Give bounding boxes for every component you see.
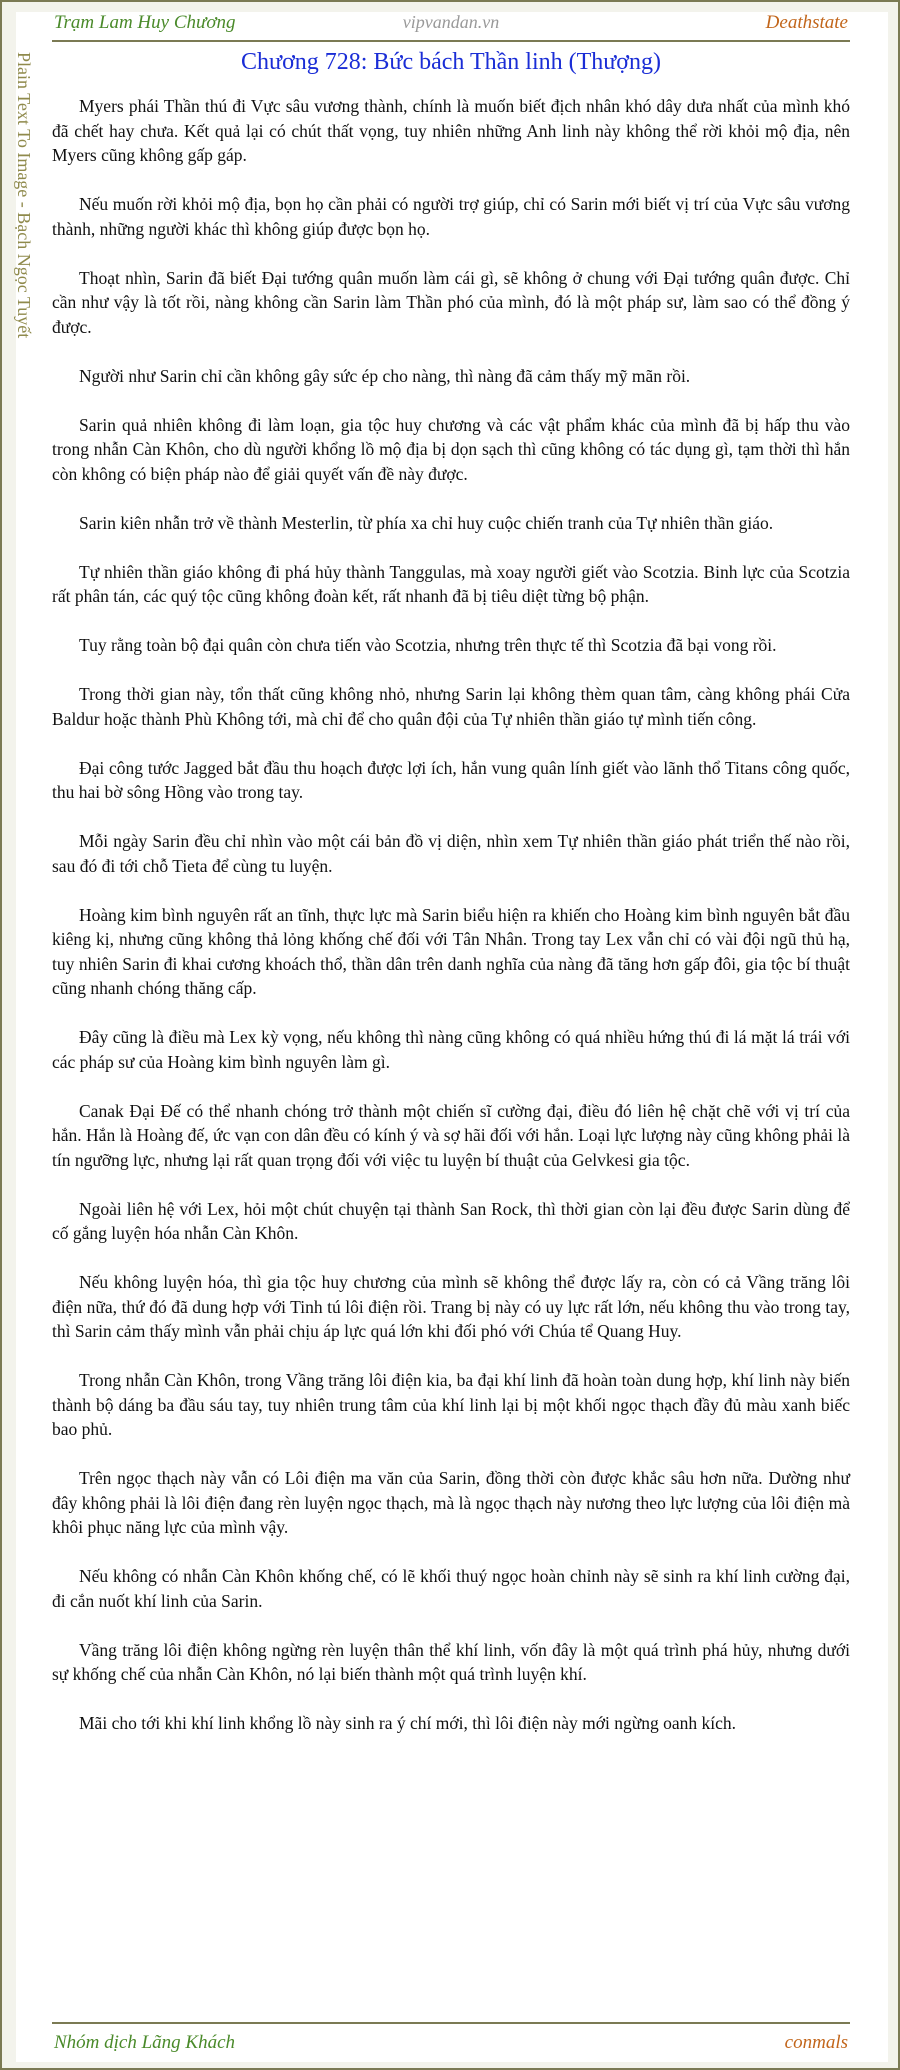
paragraph: Đây cũng là điều mà Lex kỳ vọng, nếu không thì nàng cũng không có quá nhiều hứng thú đi lá mặt lá trái với các pháp sư của Hoàng kim bình nguyên làm gì. [52, 1027, 850, 1072]
paragraph: Hoàng kim bình nguyên rất an tĩnh, thực lực mà Sarin biểu hiện ra khiến cho Hoàng kim bình nguyên bắt đầu kiêng kị, nhưng cũng không thả lỏng khống chế đối với Tân Nhân. Trong tay Lex vẫn chỉ có vài đội ngũ thủ hạ, tuy nhiên Sarin đi khai cương khoách thổ, thần dân trên danh nghĩa của nàng đã tăng hơn gấp đôi, gia tộc bí thuật cũng nhanh chóng thăng cấp. [52, 904, 850, 998]
paragraph: Mãi cho tới khi khí linh khổng lồ này sinh ra ý chí mới, thì lôi điện này mới ngừng oanh kích. [79, 1713, 736, 1733]
header-site-name: Trạm Lam Huy Chương [54, 12, 236, 33]
footer-group-name: Nhóm dịch Lãng Khách [54, 2032, 236, 2053]
paragraph: Sarin quả nhiên không đi làm loạn, gia tộc huy chương và các vật phẩm khác của mình đã bị hấp thu vào trong nhẫn Càn Khôn, cho dù người khổng lồ mộ địa bị dọn sạch thì cũng không có tác dụng gì, tạm thời thì hắn còn không có biện pháp nào để giải quyết vấn đề này được. [52, 414, 850, 484]
paragraph: Nếu muốn rời khỏi mộ địa, bọn họ cần phải có người trợ giúp, chỉ có Sarin mới biết vị trí của Vực sâu vương thành, những người khác thì không giúp được bọn họ. [52, 194, 850, 239]
chapter-content [52, 94, 850, 1760]
paragraph: Myers phái Thần thú đi Vực sâu vương thành, chính là muốn biết địch nhân khó dây dưa nhất của mình khó đã chết hay chưa. Kết quả lại có chút thất vọng, tuy nhiên những Anh linh này không thể rời khỏi mộ địa, nên Myers cũng không gấp gáp. [52, 96, 850, 165]
paragraph: Ngoài liên hệ với Lex, hỏi một chút chuyện tại thành San Rock, thì thời gian còn lại đều được Sarin dùng để cố gắng luyện hóa nhẫn Càn Khôn. [52, 1198, 850, 1243]
paragraph: Vầng trăng lôi điện không ngừng rèn luyện thân thể khí linh, vốn đây là một quá trình phá hủy, nhưng dưới sự khống chế của nhẫn Càn Khôn, nó lại biến thành một quá trình luyện khí. [52, 1639, 850, 1684]
page-header [52, 12, 850, 42]
paragraph: Sarin kiên nhẫn trở về thành Mesterlin, từ phía xa chỉ huy cuộc chiến tranh của Tự nhiên thần giáo. [79, 512, 774, 533]
paragraph: Tự nhiên thần giáo không đi phá hủy thành Tanggulas, mà xoay người giết vào Scotzia. Binh lực của Scotzia rất phân tán, các quý tộc cũng không đoàn kết, rất nhanh đã bị tiêu diệt từng bộ phận. [52, 561, 850, 606]
paragraph: Trong thời gian này, tổn thất cũng không nhỏ, nhưng Sarin lại không thèm quan tâm, càng không phái Cửa Baldur hoặc thành Phù Không tới, mà chỉ để cho quân đội của Tự nhiên thần giáo tự mình tiến công. [52, 684, 850, 729]
page-footer [52, 2022, 850, 2058]
side-watermark [12, 52, 36, 392]
paragraph: Mỗi ngày Sarin đều chỉ nhìn vào một cái bản đồ vị diện, nhìn xem Tự nhiên thần giáo phát triển thế nào rồi, sau đó đi tới chỗ Tieta để cùng tu luyện. [52, 831, 850, 876]
side-watermark-text: Plain Text To Image - Bạch Ngọc Tuyết [14, 52, 34, 339]
paragraph: Người như Sarin chỉ cần không gây sức ép cho nàng, thì nàng đã cảm thấy mỹ mãn rồi. [79, 365, 691, 386]
paragraph: Trong nhẫn Càn Khôn, trong Vầng trăng lôi điện kia, ba đại khí linh đã hoàn toàn dung hợp, khí linh này biến thành bộ dáng ba đầu sáu tay, tuy nhiên trung tâm của khí linh lại bị một khối ngọc thạch đầy đủ màu xanh biếc bao phủ. [52, 1370, 850, 1439]
chapter-title: Chương 728: Bức bách Thần linh (Thượng) [241, 49, 661, 75]
paragraph: Canak Đại Đế có thể nhanh chóng trở thành một chiến sĩ cường đại, điều đó liên hệ chặt chẽ với vị trí của hắn. Hắn là Hoàng đế, ức vạn con dân đều có kính ý và sợ hãi đối với hắn. Loại lực lượng này cũng không phải là tín ngưỡng lực, nhưng lại rất quan trọng đối với việc tu luyện bí thuật của Gelvkesi gia tộc. [52, 1100, 850, 1170]
header-translator: Deathstate [765, 12, 848, 33]
footer-editor: conmals [784, 2032, 848, 2053]
paragraph: Tuy rằng toàn bộ đại quân còn chưa tiến vào Scotzia, nhưng trên thực tế thì Scotzia đã bại vong rồi. [79, 635, 777, 655]
paragraph: Thoạt nhìn, Sarin đã biết Đại tướng quân muốn làm cái gì, sẽ không ở chung với Đại tướng quân được. Chỉ cần như vậy là tốt rồi, nàng không cần Sarin làm Thần phó của mình, đó là một pháp sư, làm sao có thể đồng ý được. [52, 267, 850, 337]
paragraph: Đại công tước Jagged bắt đầu thu hoạch được lợi ích, hắn vung quân lính giết vào lãnh thổ Titans công quốc, thu hai bờ sông Hồng vào trong tay. [52, 757, 850, 802]
header-website: vipvandan.vn [402, 12, 500, 32]
paragraph: Nếu không luyện hóa, thì gia tộc huy chương của mình sẽ không thể được lấy ra, còn có cả Vầng trăng lôi điện nữa, thứ đó đã dung hợp với Tinh tú lôi điện rồi. Trang bị này có uy lực rất lớn, nếu không thu vào trong tay, thì Sarin cảm thấy mình vẫn phải chịu áp lực quá lớn khi đối phó với Chúa tể Quang Huy. [52, 1272, 850, 1341]
paragraph: Trên ngọc thạch này vẫn có Lôi điện ma văn của Sarin, đồng thời còn được khắc sâu hơn nữa. Dường như đây không phải là lôi điện đang rèn luyện ngọc thạch, mà là ngọc thạch này nương theo lực lượng của lôi điện mà khôi phục năng lực của mình vậy. [52, 1468, 850, 1537]
paragraph: Nếu không có nhẫn Càn Khôn khống chế, có lẽ khối thuý ngọc hoàn chỉnh này sẽ sinh ra khí linh cường đại, đi cắn nuốt khí linh của Sarin. [52, 1566, 850, 1611]
